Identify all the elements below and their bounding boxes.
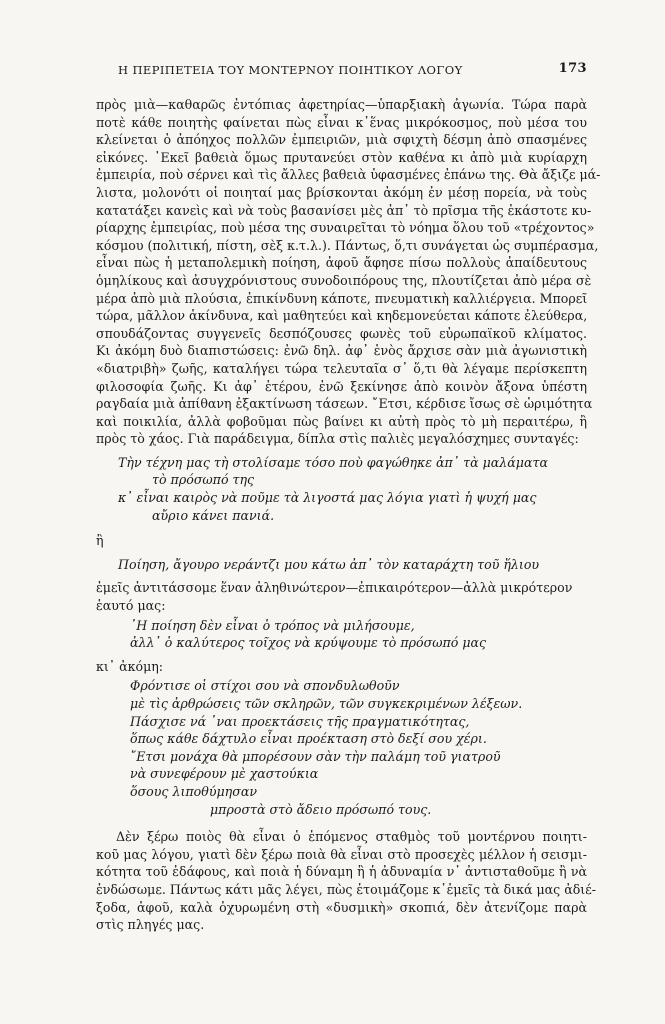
verse-line: Φρόντισε οἱ στίχοι σου νὰ σπονδυλωθοῦν xyxy=(130,678,400,694)
verse-line: ῎Ετσι μονάχα θὰ μπορέσουν σὰν τὴν παλάμη τοῦ γιατροῦ xyxy=(130,748,501,764)
paragraph-2 xyxy=(96,828,597,934)
verse-line: κ᾿ εἶναι καιρὸς νὰ ποῦμε τὰ λιγοστά μας λόγια γιατὶ ἡ ψυχή μας xyxy=(118,490,537,506)
text-line: ραγδαία μιὰ ἀπίθανη ἐξακτίνωση τάσεων. ῎Ετσι, κέρδισε ἴσως σὲ ὡριμότητα xyxy=(96,396,593,412)
text-line: ἐμπειρία, ποὺ σέρνει καὶ τὶς ἄλλες βαθειὰ ὑφασμένες ἐπάνω της. Θὰ ἄξιζε μά- xyxy=(96,167,601,183)
page-body xyxy=(96,96,601,934)
verse-line: τὸ πρόσωπό της xyxy=(152,472,255,488)
text-line: κλείνεται ὁ ἀπόηχος πολλῶν ἐμπειριῶν, μιὰ σφιχτὴ δέσμη ἀπὸ σπασμένες xyxy=(96,132,587,148)
text-line: κοῦ μας λόγου, γιατὶ δὲν ξέρω ποιὰ θὰ εἶναι στὸ προσεχὲς μέλλον ἡ σεισμι- xyxy=(96,846,587,862)
text-line: πρὸς τὸ χάος. Γιὰ παράδειγμα, δίπλα στὶς παλιὲς μεγαλόσχημες συνταγές: xyxy=(96,431,579,447)
paragraph-1 xyxy=(96,96,601,448)
text-line: κι᾿ ἀκόμη: xyxy=(96,658,164,674)
intro-text-2 xyxy=(96,579,587,614)
text-line: Δὲν ξέρω ποιὸς θὰ εἶναι ὁ ἑπόμενος σταθμὸς τοῦ μοντέρνου ποιητι- xyxy=(116,829,587,845)
text-line: τώρα, μᾶλλον ἀκίνδυνα, καὶ μαθητεύει καὶ κηδεμονεύεται κάποτε ἐλεύθερα, xyxy=(96,308,588,324)
verse-line: Ποίηση, ἄγουρο νεράντζι μου κάτω ἀπ᾿ τὸν καταράχτη τοῦ ἥλιου xyxy=(118,556,540,572)
text-line: «διατριβὴ» ζωῆς, καταλήγει τώρα τελευταῖα σ᾿ ὅ,τι θὰ λέγαμε περίσκεπτη xyxy=(96,360,587,376)
running-title: Η ΠΕΡΙΠΕΤΕΙΑ ΤΟΥ ΜΟΝΤΕΡΝΟΥ ΠΟΙΗΤΙΚΟΥ ΛΟΓΟΥ xyxy=(118,63,463,77)
verse-line: ἀλλ᾿ ὁ καλύτερος τοῖχος νὰ κρύψουμε τὸ πρόσωπό μας xyxy=(130,635,487,651)
verse-line: ὅπως κάθε δάχτυλο εἶναι προέκταση στὸ δεξί σου χέρι. xyxy=(130,731,487,747)
verse-line: Πάσχισε νά ῾ναι προεκτάσεις τῆς πραγματικότητας, xyxy=(130,713,470,729)
text-line: ξοδα, ἀφοῦ, καλὰ ὀχυρωμένη στὴ «δυσμικὴ» σκοπιά, δὲν ἀτενίζομε παρὰ xyxy=(96,899,587,915)
intro-text-3 xyxy=(96,658,587,676)
verse-quote-1 xyxy=(118,454,587,524)
running-header xyxy=(96,61,587,81)
text-line: εἶναι πὼς ἡ μεταπολεμικὴ ποίηση, ἀφοῦ ἄφησε πίσω πολλοὺς ἀπαίδευτους xyxy=(96,255,587,271)
text-line: εἰκόνες. ᾿Εκεῖ βαθειὰ ὅμως πρυτανεύει στὸν καθένα κι ἀπὸ μιὰ κυρίαρχη xyxy=(96,149,587,165)
text-line: ὁμηλίκους καὶ ἀσυγχρόνιστους συνοδοιπόρους της, πλουτίζεται ἀπὸ μέρα σὲ xyxy=(96,272,592,288)
text-line: μέρα ἀπὸ μιὰ πλούσια, ἐπικίνδυνη κάποτε, πνευματικὴ καλλιέργεια. Μπορεῖ xyxy=(96,290,588,306)
verse-line: μπροστὰ στὸ ἄδειο πρόσωπό τους. xyxy=(210,801,432,817)
text-line: καὶ ποικιλία, ἀλλὰ φοβοῦμαι πὼς βαίνει κι αὐτὴ πρὸς τὸ μὴ περαιτέρω, ἢ xyxy=(96,413,587,429)
conjunction: ἢ xyxy=(96,533,104,549)
text-line: ἐμεῖς ἀντιτάσσομε ἕναν ἀληθινώτερον—ἐπικαιρότερον—ἀλλὰ μικρότερον xyxy=(96,580,573,596)
text-line: κόσμου (πολιτική, πίστη, σὲξ κ.τ.λ.). Πάντως, ὅ,τι συνάγεται ὡς συμπέρασμα, xyxy=(96,237,599,253)
text-line: λιστα, μολονότι οἱ ποιηταί μας βρίσκονται ἀκόμη ἐν μέσῃ πορεία, νὰ τοὺς xyxy=(96,184,587,200)
verse-line: μὲ τὶς ἀρθρώσεις τῶν σκληρῶν, τῶν συγκεκριμένων λέξεων. xyxy=(130,696,523,711)
text-line: στὶς πληγές μας. xyxy=(96,917,205,933)
verse-quote-4 xyxy=(130,677,587,818)
text-line: κότητα τοῦ ἐδάφους, καὶ ποιὰ ἡ δύναμη ἢ ἡ ἀδυναμία ν᾿ ἀντισταθοῦμε ἢ νὰ xyxy=(96,864,587,880)
verse-quote-3 xyxy=(130,617,587,652)
verse-line: νὰ συνεφέρουν μὲ χαστούκια xyxy=(130,766,319,782)
text-line: ποτὲ κάθε ποιητὴς φαίνεται πὼς εἶναι κ᾿ἕνας μικρόκοσμος, ποὺ μέσα του xyxy=(96,114,587,130)
text-line: ἐνδώσωμε. Πάντως κάτι μᾶς λέγει, πὼς ἑτοιμάζομε κ᾿ἐμεῖς τὰ δικά μας ἀδιέ- xyxy=(96,881,597,897)
verse-line: ὅσους λιποθύμησαν xyxy=(130,783,257,799)
text-line: ρίαρχης ἐμπειρίας, ποὺ μέσα της συναιρεῖται τὸ νόημα ὅλου τοῦ «τρέχοντος» xyxy=(96,220,595,236)
text-line: Κι ἀκόμη δυὸ διαπιστώσεις: ἐνῶ δηλ. ἀφ᾿ ἑνὸς ἄρχισε σὰν μιὰ ἀγωνιστικὴ xyxy=(96,343,587,359)
text-line: κατατάξει κανεὶς καὶ νὰ τοὺς βασανίσει μὲς ἀπ᾿ τὸ πρῖσμα τῆς ἑκάστοτε κυ- xyxy=(96,202,592,218)
verse-line: Τὴν τέχνη μας τὴ στολίσαμε τόσο ποὺ φαγώθηκε ἀπ᾿ τὰ μαλάματα xyxy=(118,454,548,470)
text-line: σπουδάζοντας συγγενεῖς δεσπόζουσες φωνὲς τοῦ εὐρωπαϊκοῦ κλίματος. xyxy=(96,325,587,341)
verse-quote-2 xyxy=(118,556,587,574)
verse-line: ᾿Η ποίηση δὲν εἶναι ὁ τρόπος νὰ μιλήσουμε, xyxy=(130,617,415,633)
text-line: ἑαυτό μας: xyxy=(96,598,166,614)
verse-line: αὔριο κάνει πανιά. xyxy=(152,507,275,523)
page-number: 173 xyxy=(558,61,587,76)
text-line: πρὸς μιὰ—καθαρῶς ἐντόπιας ἀφετηρίας—ὑπαρξιακὴ ἀγωνία. Τώρα παρὰ xyxy=(96,97,587,112)
text-line: φιλοσοφία ζωῆς. Κι ἀφ᾿ ἑτέρου, ἐνῶ ξεκίνησε ἀπὸ κοινὸν ἄξονα ὑπέστη xyxy=(96,378,587,394)
